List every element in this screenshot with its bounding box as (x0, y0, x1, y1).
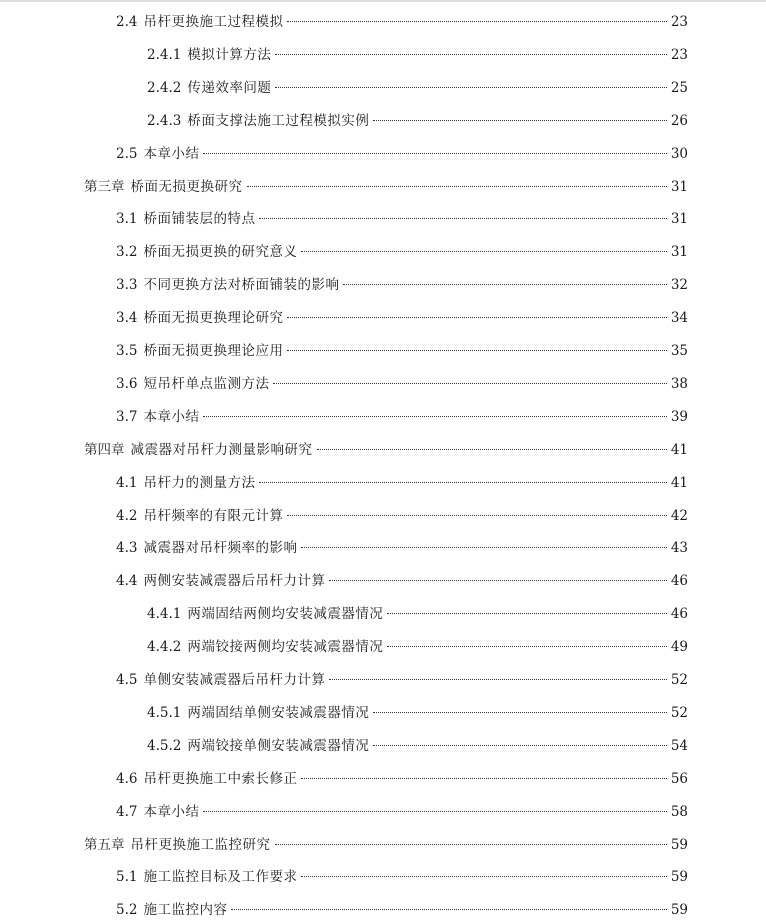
toc-entry-title: 短吊杆单点监测方法 (143, 375, 270, 392)
toc-page-number: 41 (670, 441, 688, 458)
toc-page-number: 31 (670, 211, 688, 228)
toc-dot-leader (343, 284, 666, 285)
toc-page-number: 38 (670, 375, 688, 392)
toc-entry[interactable] (116, 768, 688, 790)
toc-page-number: 54 (670, 737, 688, 754)
toc-entry[interactable] (116, 143, 688, 165)
toc-entry-number: 5.2 (116, 902, 138, 919)
toc-entry-title: 施工监控目标及工作要求 (143, 869, 298, 886)
toc-page-number: 42 (670, 507, 688, 524)
toc-page-number: 26 (670, 112, 688, 129)
toc-entry[interactable] (116, 537, 688, 559)
toc-entry-title: 两侧安装减震器后吊杆力计算 (143, 573, 326, 590)
toc-entry-number: 4.4.2 (147, 639, 182, 656)
toc-dot-leader (301, 547, 666, 548)
toc-page-number: 43 (670, 540, 688, 557)
toc-entry-title: 桥面无损更换理论应用 (143, 343, 284, 359)
toc-page-number: 41 (670, 474, 688, 491)
toc-entry-number: 2.5 (116, 145, 138, 162)
toc-entry-number: 2.4.2 (147, 79, 182, 96)
top-rule (0, 0, 766, 2)
toc-dot-leader (287, 317, 666, 318)
toc-entry-number: 4.7 (116, 803, 138, 820)
toc-entry-number: 4.4.1 (147, 606, 182, 623)
toc-dot-leader (275, 87, 666, 88)
toc-page-number: 35 (670, 343, 688, 359)
toc-entry-number: 3.3 (116, 277, 138, 294)
toc-entry-number: 2.4.1 (147, 46, 182, 63)
toc-entry[interactable] (147, 702, 688, 724)
toc-entry-number: 3.5 (116, 343, 138, 359)
toc-dot-leader (203, 153, 666, 154)
toc-entry-title: 模拟计算方法 (187, 46, 272, 63)
toc-page-number: 52 (670, 704, 688, 721)
toc-page-number: 49 (670, 639, 688, 656)
toc-entry-number: 3.1 (116, 211, 138, 228)
toc-page-number: 31 (670, 178, 688, 195)
toc-entry-title: 单侧安装减震器后吊杆力计算 (143, 672, 326, 688)
toc-entry-title: 桥面支撑法施工过程模拟实例 (187, 112, 370, 129)
toc-entry[interactable] (147, 77, 688, 99)
toc-dot-leader (301, 876, 666, 877)
toc-entry-title: 施工监控内容 (143, 902, 228, 919)
toc-entry-number: 5.1 (116, 869, 138, 886)
toc-entry[interactable] (116, 373, 688, 395)
toc-entry[interactable] (147, 110, 688, 132)
toc-entry-number: 3.7 (116, 408, 138, 425)
toc-page-number: 59 (670, 836, 688, 853)
toc-entry-title: 吊杆更换施工监控研究 (130, 836, 271, 853)
toc-entry-title: 两端固结单侧安装减震器情况 (187, 704, 370, 721)
toc-entry-number: 第五章 (84, 836, 125, 853)
toc-entry[interactable] (116, 801, 688, 823)
toc-entry-number: 3.6 (116, 375, 138, 392)
toc-entry-title: 两端铰接单侧安装减震器情况 (187, 737, 370, 754)
toc-dot-leader (287, 515, 666, 516)
toc-entry-number: 3.4 (116, 310, 138, 327)
toc-entry-title: 减震器对吊杆频率的影响 (143, 540, 298, 557)
toc-entry-title: 两端固结两侧均安装减震器情况 (187, 606, 384, 623)
toc-entry[interactable] (116, 307, 688, 329)
toc-entry-number: 4.3 (116, 540, 138, 557)
toc-entry[interactable] (116, 208, 688, 230)
toc-entry[interactable] (116, 274, 688, 296)
toc-entry-number: 第四章 (84, 441, 125, 458)
toc-page-number: 23 (670, 46, 688, 63)
toc-entry-number: 第三章 (84, 178, 125, 195)
toc-entry-title: 本章小结 (143, 408, 200, 425)
toc-page-number: 46 (670, 606, 688, 623)
toc-entry-number: 2.4 (116, 14, 138, 30)
toc-page-number: 52 (670, 672, 688, 688)
toc-entry-title: 传递效率问题 (187, 79, 272, 96)
toc-dot-leader (373, 120, 666, 121)
toc-entry-number: 4.2 (116, 507, 138, 524)
toc-page-number: 34 (670, 310, 688, 327)
toc-entry-title: 桥面铺装层的特点 (143, 211, 256, 228)
toc-entry-number: 4.5.1 (147, 704, 182, 721)
toc-dot-leader (329, 580, 666, 581)
toc-page-number: 30 (670, 145, 688, 162)
toc-dot-leader (387, 646, 666, 647)
toc-entry-title: 不同更换方法对桥面铺装的影响 (143, 277, 340, 294)
toc-dot-leader (317, 449, 667, 450)
toc-entry[interactable] (116, 11, 688, 33)
toc-entry[interactable] (116, 570, 688, 592)
toc-page-number: 59 (670, 902, 688, 919)
toc-entry-number: 3.2 (116, 244, 138, 261)
toc-dot-leader (387, 613, 666, 614)
toc-entry[interactable] (147, 636, 688, 658)
toc-entry-title: 本章小结 (143, 145, 200, 162)
toc-dot-leader (329, 679, 666, 680)
toc-page-number: 39 (670, 408, 688, 425)
toc-entry-title: 吊杆更换施工中索长修正 (143, 770, 298, 787)
toc-page-number: 56 (670, 770, 688, 787)
toc-dot-leader (275, 844, 667, 845)
toc-page-number: 25 (670, 79, 688, 96)
toc-dot-leader (203, 811, 666, 812)
toc-entry-title: 桥面无损更换的研究意义 (143, 244, 298, 261)
toc-entry[interactable] (116, 505, 688, 527)
toc-entry-title: 桥面无损更换理论研究 (143, 310, 284, 327)
toc-page-number: 46 (670, 573, 688, 590)
toc-dot-leader (203, 416, 666, 417)
toc-dot-leader (247, 186, 667, 187)
toc-entry-title: 吊杆更换施工过程模拟 (143, 14, 284, 30)
toc-entry[interactable] (147, 44, 688, 66)
toc-dot-leader (373, 745, 666, 746)
toc-page-number: 32 (670, 277, 688, 294)
toc-entry-title: 两端铰接两侧均安装减震器情况 (187, 639, 384, 656)
toc-entry[interactable] (116, 669, 688, 691)
toc-dot-leader (259, 482, 666, 483)
toc-entry[interactable] (116, 866, 688, 888)
toc-entry-number: 4.5.2 (147, 737, 182, 754)
toc-page-number: 23 (670, 14, 688, 30)
toc-entry-title: 本章小结 (143, 803, 200, 820)
toc-dot-leader (373, 712, 666, 713)
toc-chapter-entry[interactable] (84, 834, 688, 856)
toc-dot-leader (287, 21, 666, 22)
toc-entry[interactable] (147, 603, 688, 625)
toc-entry-number: 2.4.3 (147, 112, 182, 129)
toc-entry-title: 桥面无损更换研究 (130, 178, 243, 195)
toc-chapter-entry[interactable] (84, 439, 688, 461)
toc-dot-leader (259, 218, 666, 219)
toc-entry[interactable] (116, 340, 688, 362)
toc-entry[interactable] (116, 241, 688, 263)
toc-chapter-entry[interactable] (84, 176, 688, 198)
toc-dot-leader (301, 778, 666, 779)
toc-entry[interactable] (116, 406, 688, 428)
toc-dot-leader (275, 54, 666, 55)
toc-entry-number: 4.5 (116, 672, 138, 688)
toc-entry-number: 4.1 (116, 474, 138, 491)
toc-entry-title: 吊杆力的测量方法 (143, 474, 256, 491)
toc-entry[interactable] (147, 735, 688, 757)
toc-entry[interactable] (116, 472, 688, 494)
toc-dot-leader (287, 350, 666, 351)
toc-entry-number: 4.6 (116, 770, 138, 787)
toc-entry-title: 吊杆频率的有限元计算 (143, 507, 284, 524)
toc-page-number: 59 (670, 869, 688, 886)
toc-page-number: 58 (670, 803, 688, 820)
toc-entry-title: 减震器对吊杆力测量影响研究 (130, 441, 313, 458)
toc-dot-leader (301, 251, 666, 252)
toc-page-number: 31 (670, 244, 688, 261)
toc-dot-leader (273, 383, 666, 384)
toc-entry-number: 4.4 (116, 573, 138, 590)
toc-dot-leader (231, 909, 666, 910)
